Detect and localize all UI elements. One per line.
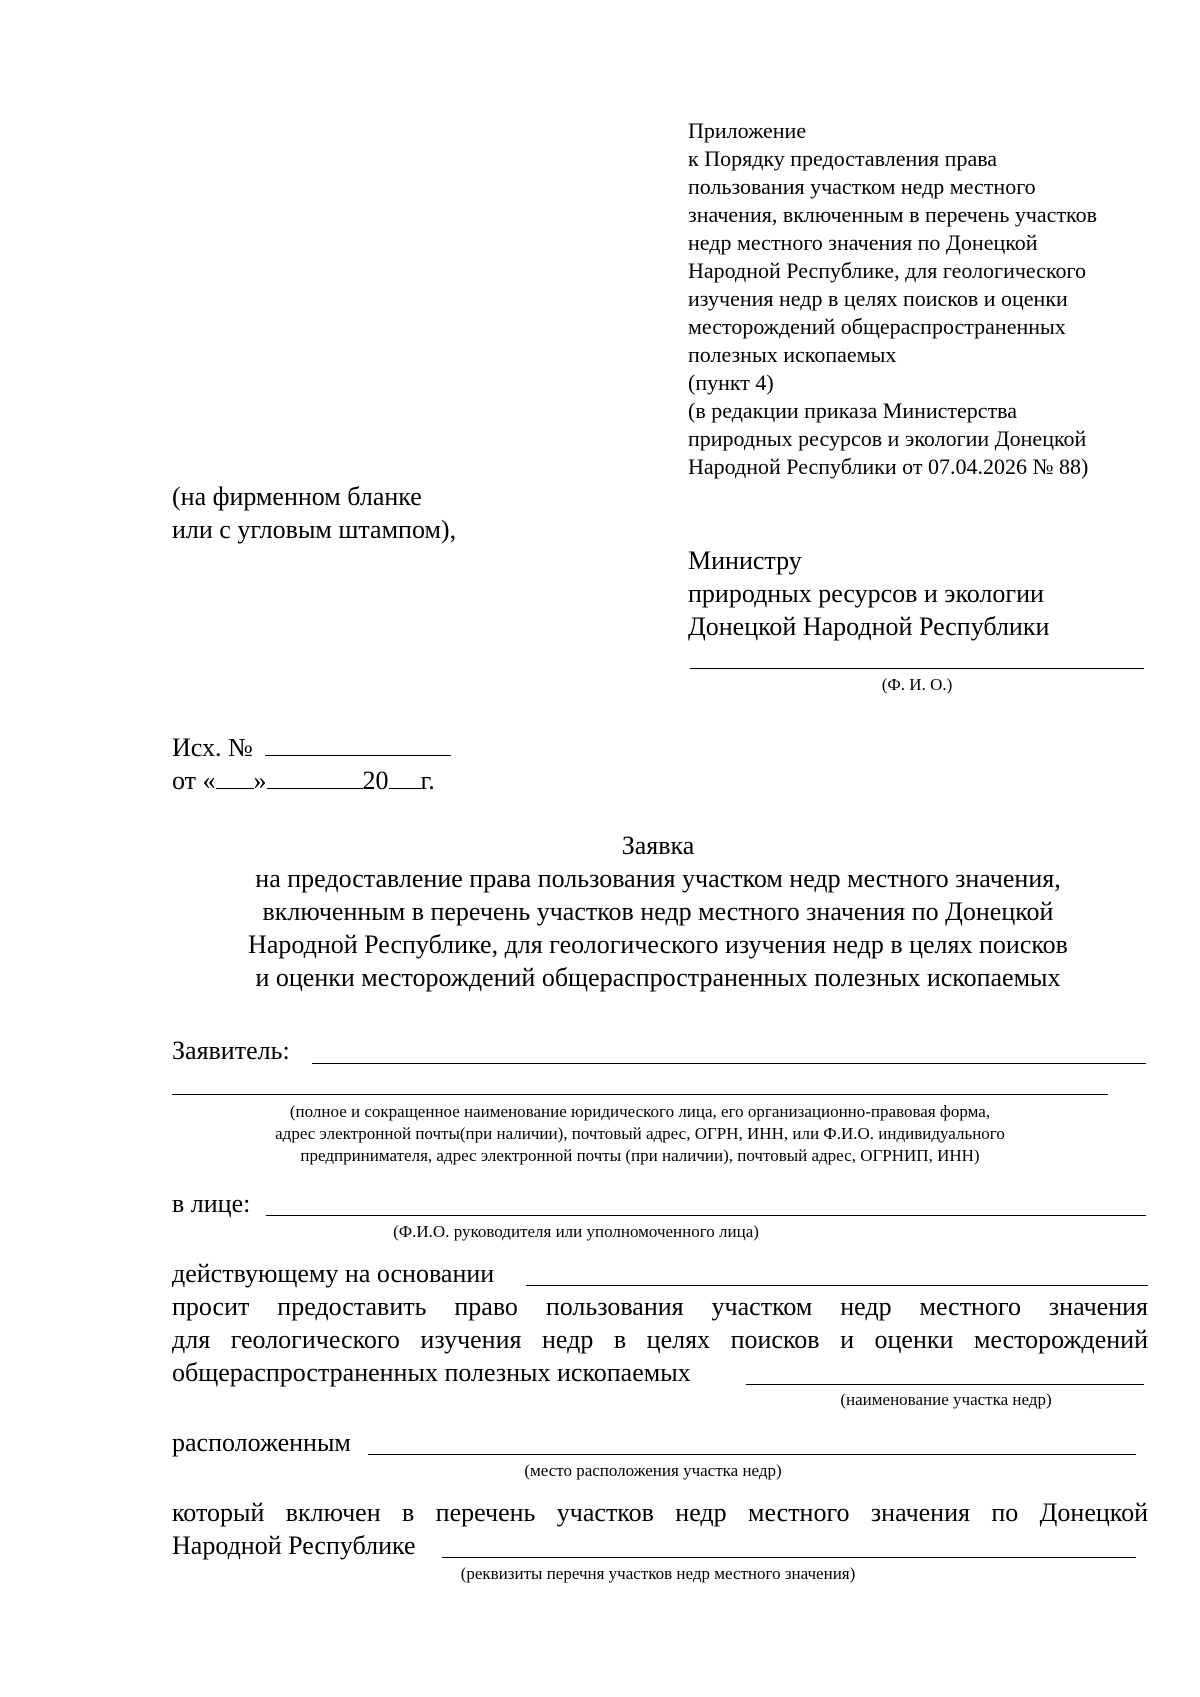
request-line-2: для геологического изучения недр в целях поисков и оценки месторождений [172, 1325, 1148, 1354]
addressee-line: Донецкой Народной Республики [688, 612, 1050, 641]
title-line: на предоставление права пользования участком недр местного значения, [255, 864, 1061, 893]
appendix-line: Народной Республики от 07.04.2026 № 88) [688, 454, 1089, 479]
date-year-field[interactable] [389, 788, 421, 789]
appendix-note [688, 117, 1158, 481]
date-mid: » [253, 766, 267, 795]
register-details-field[interactable] [442, 1557, 1136, 1558]
outgoing-number-field[interactable] [265, 755, 451, 756]
appendix-line: Народной Республике, для геологического [688, 258, 1087, 283]
request-line-1: просит предоставить право пользования участком недр местного значения [172, 1292, 1148, 1321]
appendix-line: недр местного значения по Донецкой [688, 230, 1038, 255]
addressee-name-field[interactable] [690, 668, 1144, 669]
site-name-field[interactable] [746, 1384, 1144, 1385]
location-field[interactable] [368, 1454, 1136, 1455]
applicant-label: Заявитель: [172, 1036, 290, 1065]
appendix-line: (в редакции приказа Министерства [688, 398, 1018, 423]
applicant-caption-line: предпринимателя, адрес электронной почты (при наличии), почтовый адрес, ОГРНИП, ИНН) [300, 1146, 980, 1165]
addressee-name-caption: (Ф. И. О.) [881, 675, 953, 694]
addressee-line: природных ресурсов и экологии [688, 579, 1044, 608]
applicant-field-2[interactable] [172, 1094, 1108, 1095]
appendix-line: к Порядку предоставления права [688, 146, 998, 171]
inclusion-line-1: который включен в перечень участков недр местного значения по Донецкой [172, 1498, 1148, 1527]
appendix-line: полезных ископаемых [688, 342, 897, 367]
title-heading: Заявка [621, 831, 695, 860]
outgoing-date [172, 764, 435, 797]
addressee-block [688, 544, 1049, 643]
appendix-line: месторождений общераспространенных [688, 314, 1066, 339]
letterhead-line: или с угловым штампом), [172, 515, 457, 544]
applicant-field-1[interactable] [312, 1063, 1146, 1064]
request-line-3: общераспространенных полезных ископаемых [172, 1358, 691, 1387]
applicant-caption-line: (полное и сокращенное наименование юридического лица, его организационно-правовая форма, [289, 1102, 991, 1121]
title-line: и оценки месторождений общераспространенных полезных ископаемых [255, 963, 1061, 992]
title-line: включенным в перечень участков недр местного значения по Донецкой [262, 897, 1054, 926]
letterhead-line: (на фирменном бланке [172, 482, 422, 511]
date-prefix: от « [172, 766, 216, 795]
location-label: расположенным [172, 1428, 351, 1457]
appendix-line: пользования участком недр местного [688, 174, 1036, 199]
appendix-line: (пункт 4) [688, 370, 774, 395]
title-line: Народной Республике, для геологического изучения недр в целях поисков [248, 930, 1068, 959]
applicant-caption-line: адрес электронной почты(при наличии), почтовый адрес, ОГРН, ИНН, или Ф.И.О. индивидуального [275, 1124, 1005, 1143]
date-year-prefix: 20 [362, 766, 389, 795]
outgoing-number [172, 731, 451, 764]
register-details-caption: (реквизиты перечня участков недр местного значения) [460, 1564, 856, 1583]
appendix-line: значения, включенным в перечень участков [688, 202, 1098, 227]
appendix-line: изучения недр в целях поисков и оценки [688, 286, 1068, 311]
application-title [170, 829, 1146, 994]
appendix-line: природных ресурсов и экологии Донецкой [688, 426, 1087, 451]
appendix-line: Приложение [688, 118, 807, 143]
basis-field[interactable] [526, 1285, 1148, 1286]
represented-caption: (Ф.И.О. руководителя или уполномоченного лица) [393, 1222, 759, 1241]
location-caption: (место расположения участка недр) [524, 1461, 782, 1480]
addressee-line: Министру [688, 546, 802, 575]
represented-field[interactable] [266, 1215, 1146, 1216]
inclusion-line-2: Народной Республике [172, 1531, 416, 1560]
outgoing-number-label: Исх. № [172, 733, 253, 762]
date-month-field[interactable] [267, 788, 363, 789]
represented-label: в лице: [172, 1189, 251, 1218]
applicant-caption [172, 1101, 1108, 1167]
date-suffix: г. [420, 766, 435, 795]
letterhead-note [172, 480, 456, 546]
site-name-caption: (наименование участка недр) [840, 1390, 1052, 1409]
basis-label: действующему на основании [172, 1259, 495, 1288]
date-day-field[interactable] [216, 788, 254, 789]
